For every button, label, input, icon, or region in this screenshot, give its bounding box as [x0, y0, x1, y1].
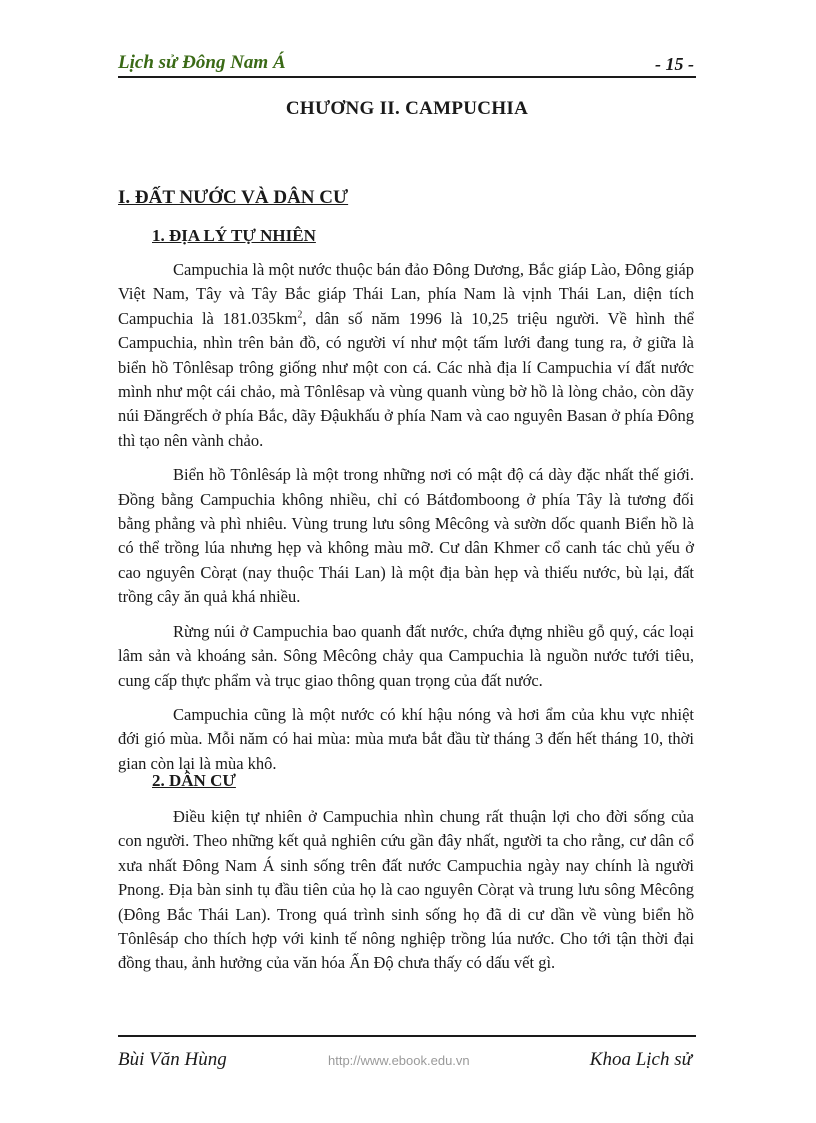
paragraph-geography-1-text: Campuchia là một nước thuộc bán đảo Đông Dương, Bắc giáp Lào, Đông giáp Việt Nam, Tây và Tây Bắc giáp Thái Lan, phía Nam là vịnh Thái Lan, diện tích Campuchia là $181.035km^2$, dân số năm 1996 là 10,25 triệu người. Về hình thể Campuchia, nhìn trên bản đồ, có người ví như một tấm lưới đang tung ra, ở giữa là biển hồ Tônlêsap trông giống như một con cá. Các nhà địa lí Campuchia ví đất nước mình như một cái chảo, mà Tônlêsap và vùng quanh vùng bờ hồ là lòng chảo, còn dãy núi Đăngrếch ở phía Bắc, dãy Đậukhấu ở phía Nam và cao nguyên Basan ở phía Đông thì tạo nên vành chảo.: [118, 260, 695, 450]
paragraph-geography-3: Rừng núi ở Campuchia bao quanh đất nước, chứa đựng nhiều gỗ quý, các loại lâm sản và khoáng sản. Sông Mêcông chảy qua Campuchia là nguồn nước tưới tiêu, cung cấp thực phẩm và trục giao thông quan trọng của đất nước.: [118, 621, 694, 690]
paragraph-geography-1: [118, 258, 694, 453]
subsection-title-population: 2. DÂN CƯ: [152, 771, 236, 790]
population-text: [118, 805, 694, 986]
footer-faculty: Khoa Lịch sử: [589, 1049, 692, 1070]
chapter-title: CHƯƠNG II. CAMPUCHIA: [285, 98, 529, 119]
page-header: [118, 50, 696, 78]
footer-url-link[interactable]: http://www.ebook.edu.vn: [328, 1053, 470, 1068]
section-title: I. ĐẤT NƯỚC VÀ DÂN CƯ: [118, 187, 349, 208]
subsection-title-geography: 1. ĐỊA LÝ TỰ NHIÊN: [152, 226, 316, 245]
header-title: Lịch sử Đông Nam Á: [118, 52, 286, 73]
geography-text: [118, 258, 694, 786]
footer-author: Bùi Văn Hùng: [118, 1049, 227, 1070]
paragraph-population-1: Điều kiện tự nhiên ở Campuchia nhìn chung rất thuận lợi cho đời sống của con người. Theo những kết quả nghiên cứu gần đây nhất, người ta cho rằng, cư dân cổ xưa nhất Đông Nam Á sinh sống trên đất nước Campuchia ngày nay chính là người Pnong. Địa bàn sinh tụ đầu tiên của họ là cao nguyên Còrạt và trung lưu sông Mêcông (Đông Bắc Thái Lan). Trong quá trình sinh sống họ đã di cư dần về vùng biển hồ Tônlêsáp cho thích hợp với kinh tế nông nghiệp trồng lúa nước. Cho tới tận thời đại đồng thau, ảnh hưởng của văn hóa Ấn Độ chưa thấy có dấu vết gì.: [118, 807, 694, 973]
page-number: - 15 -: [655, 54, 694, 74]
page-footer: [118, 1035, 696, 1083]
paragraph-geography-4: Campuchia cũng là một nước có khí hậu nóng và hơi ẩm của khu vực nhiệt đới gió mùa. Mỗi năm có hai mùa: mùa mưa bắt đầu từ tháng 3 đến hết tháng 10, thời gian còn lại là mùa khô.: [118, 704, 694, 773]
paragraph-geography-2: Biển hồ Tônlêsáp là một trong những nơi có mật độ cá dày đặc nhất thế giới. Đồng bằng Campuchia không nhiều, chỉ có Bátđomboong ở phía Tây là tương đối bằng phẳng và phì nhiêu. Vùng trung lưu sông Mêcông và sườn dốc quanh Biển hồ là có thể trồng lúa nhưng hẹp và không màu mỡ. Cư dân Khmer cổ canh tác chủ yếu ở cao nguyên Còrạt (nay thuộc Thái Lan) là một địa bàn hẹp và thiếu nước, bù lại, đất trồng cây ăn quả khá nhiều.: [118, 465, 694, 607]
